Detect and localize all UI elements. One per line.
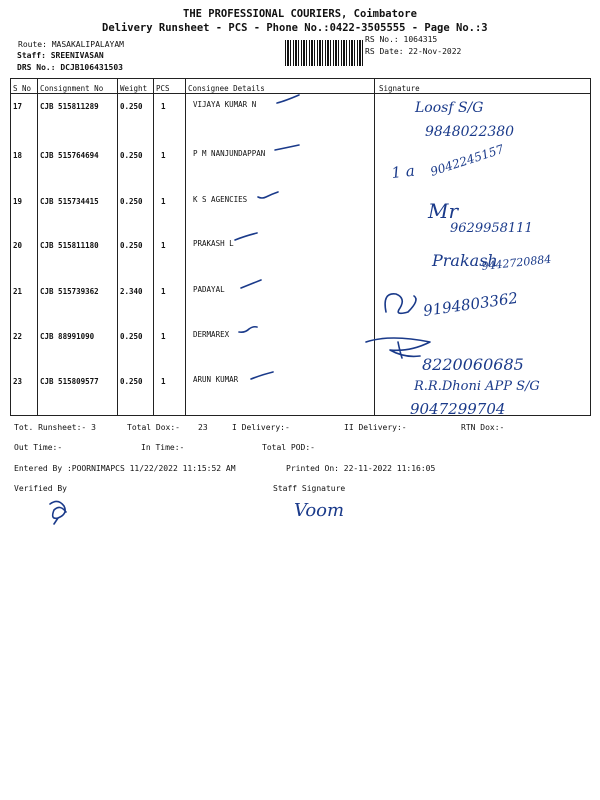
svg-text:Voom: Voom [294, 500, 345, 521]
signature-row-23 [410, 374, 570, 420]
verified-by-signature [44, 496, 74, 526]
signature-row-20 [432, 242, 592, 282]
row-pcs: 1 [161, 151, 166, 160]
in-time: In Time:- [141, 443, 185, 452]
col-sno: S No [13, 84, 32, 93]
row-weight: 0.250 [120, 197, 143, 206]
signature-row-18 [390, 141, 506, 190]
tick-mark [275, 93, 305, 107]
tick-mark [273, 142, 303, 156]
row-consignment: CJB 88991090 [40, 332, 95, 341]
row-pcs: 1 [161, 197, 166, 206]
row-sno: 19 [13, 197, 23, 206]
staff-signature-label: Staff Signature [273, 484, 346, 493]
total-dox-value: 23 [198, 423, 208, 432]
row-pcs: 1 [161, 287, 166, 296]
rs-date: RS Date: 22-Nov-2022 [365, 47, 462, 56]
row-consignee: PADAYAL [193, 285, 225, 294]
svg-text:Loosf S/G: Loosf S/G [415, 100, 484, 116]
row-sno: 17 [13, 102, 23, 111]
row-sno: 20 [13, 241, 23, 250]
row-sno: 23 [13, 377, 23, 386]
row-sno: 21 [13, 287, 23, 296]
staff-signature [292, 496, 372, 524]
row-weight: 0.250 [120, 332, 143, 341]
row-weight: 0.250 [120, 241, 143, 250]
row-pcs: 1 [161, 332, 166, 341]
row-consignee: PRAKASH L [193, 239, 234, 248]
barcode [285, 40, 365, 66]
row-pcs: 1 [161, 241, 166, 250]
rtn-dox: RTN Dox:- [461, 423, 505, 432]
signature-row-19 [428, 196, 568, 240]
row-consignment: CJB 515734415 [40, 197, 99, 206]
drs-number: DRS No.: DCJB106431503 [17, 63, 123, 72]
row-consignment: CJB 515764694 [40, 151, 99, 160]
row-pcs: 1 [161, 377, 166, 386]
row-consignee: VIJAYA KUMAR N [193, 100, 257, 109]
svg-text:Prakash: Prakash [432, 251, 498, 270]
svg-text:9047299704: 9047299704 [410, 400, 506, 418]
row-consignee: DERMAREX [193, 330, 230, 339]
col-weight: Weight [120, 84, 148, 93]
row-weight: 0.250 [120, 377, 143, 386]
signature-row-22 [360, 328, 550, 380]
tick-mark [256, 189, 286, 203]
rs-number: RS No.: 1064315 [365, 35, 438, 44]
svg-text:9042245157: 9042245157 [428, 141, 506, 179]
row-pcs: 1 [161, 102, 166, 111]
col-consignee: Consignee Details [188, 84, 265, 93]
runsheet-title: Delivery Runsheet - PCS - Phone No.:0422-3505555 - Page No.:3 [102, 22, 488, 34]
svg-text:R.R.Dhoni APP S/G: R.R.Dhoni APP S/G [414, 379, 540, 394]
row-sno: 22 [13, 332, 23, 341]
row-weight: 0.250 [120, 102, 143, 111]
tick-mark [249, 369, 279, 383]
svg-text:9848022380: 9848022380 [425, 124, 515, 140]
row-sno: 18 [13, 151, 23, 160]
svg-text:Mr: Mr [428, 199, 459, 223]
row-consignment: CJB 515739362 [40, 287, 99, 296]
col-consignment: Consignment No [40, 84, 104, 93]
row-consignee: K S AGENCIES [193, 195, 248, 204]
out-time: Out Time:- [14, 443, 63, 452]
tick-mark [239, 278, 269, 292]
col-signature: Signature [379, 84, 420, 93]
printed-on: Printed On: 22-11-2022 11:16:05 [286, 464, 436, 473]
verified-by: Verified By [14, 484, 67, 493]
row-consignment: CJB 515811180 [40, 241, 99, 250]
row-weight: 0.250 [120, 151, 143, 160]
svg-text:1 a: 1 a [390, 161, 416, 182]
row-consignee: P M NANJUNDAPPAN [193, 149, 266, 158]
col-pcs: PCS [156, 84, 170, 93]
row-weight: 2.340 [120, 287, 143, 296]
svg-text:9442720884: 9442720884 [480, 252, 552, 273]
total-runsheet: Tot. Runsheet:- 3 [14, 423, 96, 432]
entered-by: Entered By :POORNIMAPCS 11/22/2022 11:15:52 AM [14, 464, 236, 473]
tick-mark [237, 323, 267, 337]
svg-text:9194803362: 9194803362 [422, 288, 520, 320]
staff: Staff: SREENIVASAN [17, 51, 104, 60]
signature-row-21 [380, 282, 540, 328]
tick-mark [233, 231, 263, 245]
total-pod: Total POD:- [262, 443, 315, 452]
total-dox-label: Total Dox:- [127, 423, 180, 432]
row-consignment: CJB 515811289 [40, 102, 99, 111]
row-consignee: ARUN KUMAR [193, 375, 239, 384]
company-name: THE PROFESSIONAL COURIERS, Coimbatore [183, 8, 417, 20]
signature-row-17 [415, 96, 555, 142]
row-consignment: CJB 515809577 [40, 377, 99, 386]
i-delivery: I Delivery:- [232, 423, 290, 432]
route: Route: MASAKALIPALAYAM [18, 40, 124, 49]
ii-delivery: II Delivery:- [344, 423, 407, 432]
svg-text:9629958111: 9629958111 [450, 221, 533, 236]
svg-text:8220060685: 8220060685 [422, 355, 524, 374]
